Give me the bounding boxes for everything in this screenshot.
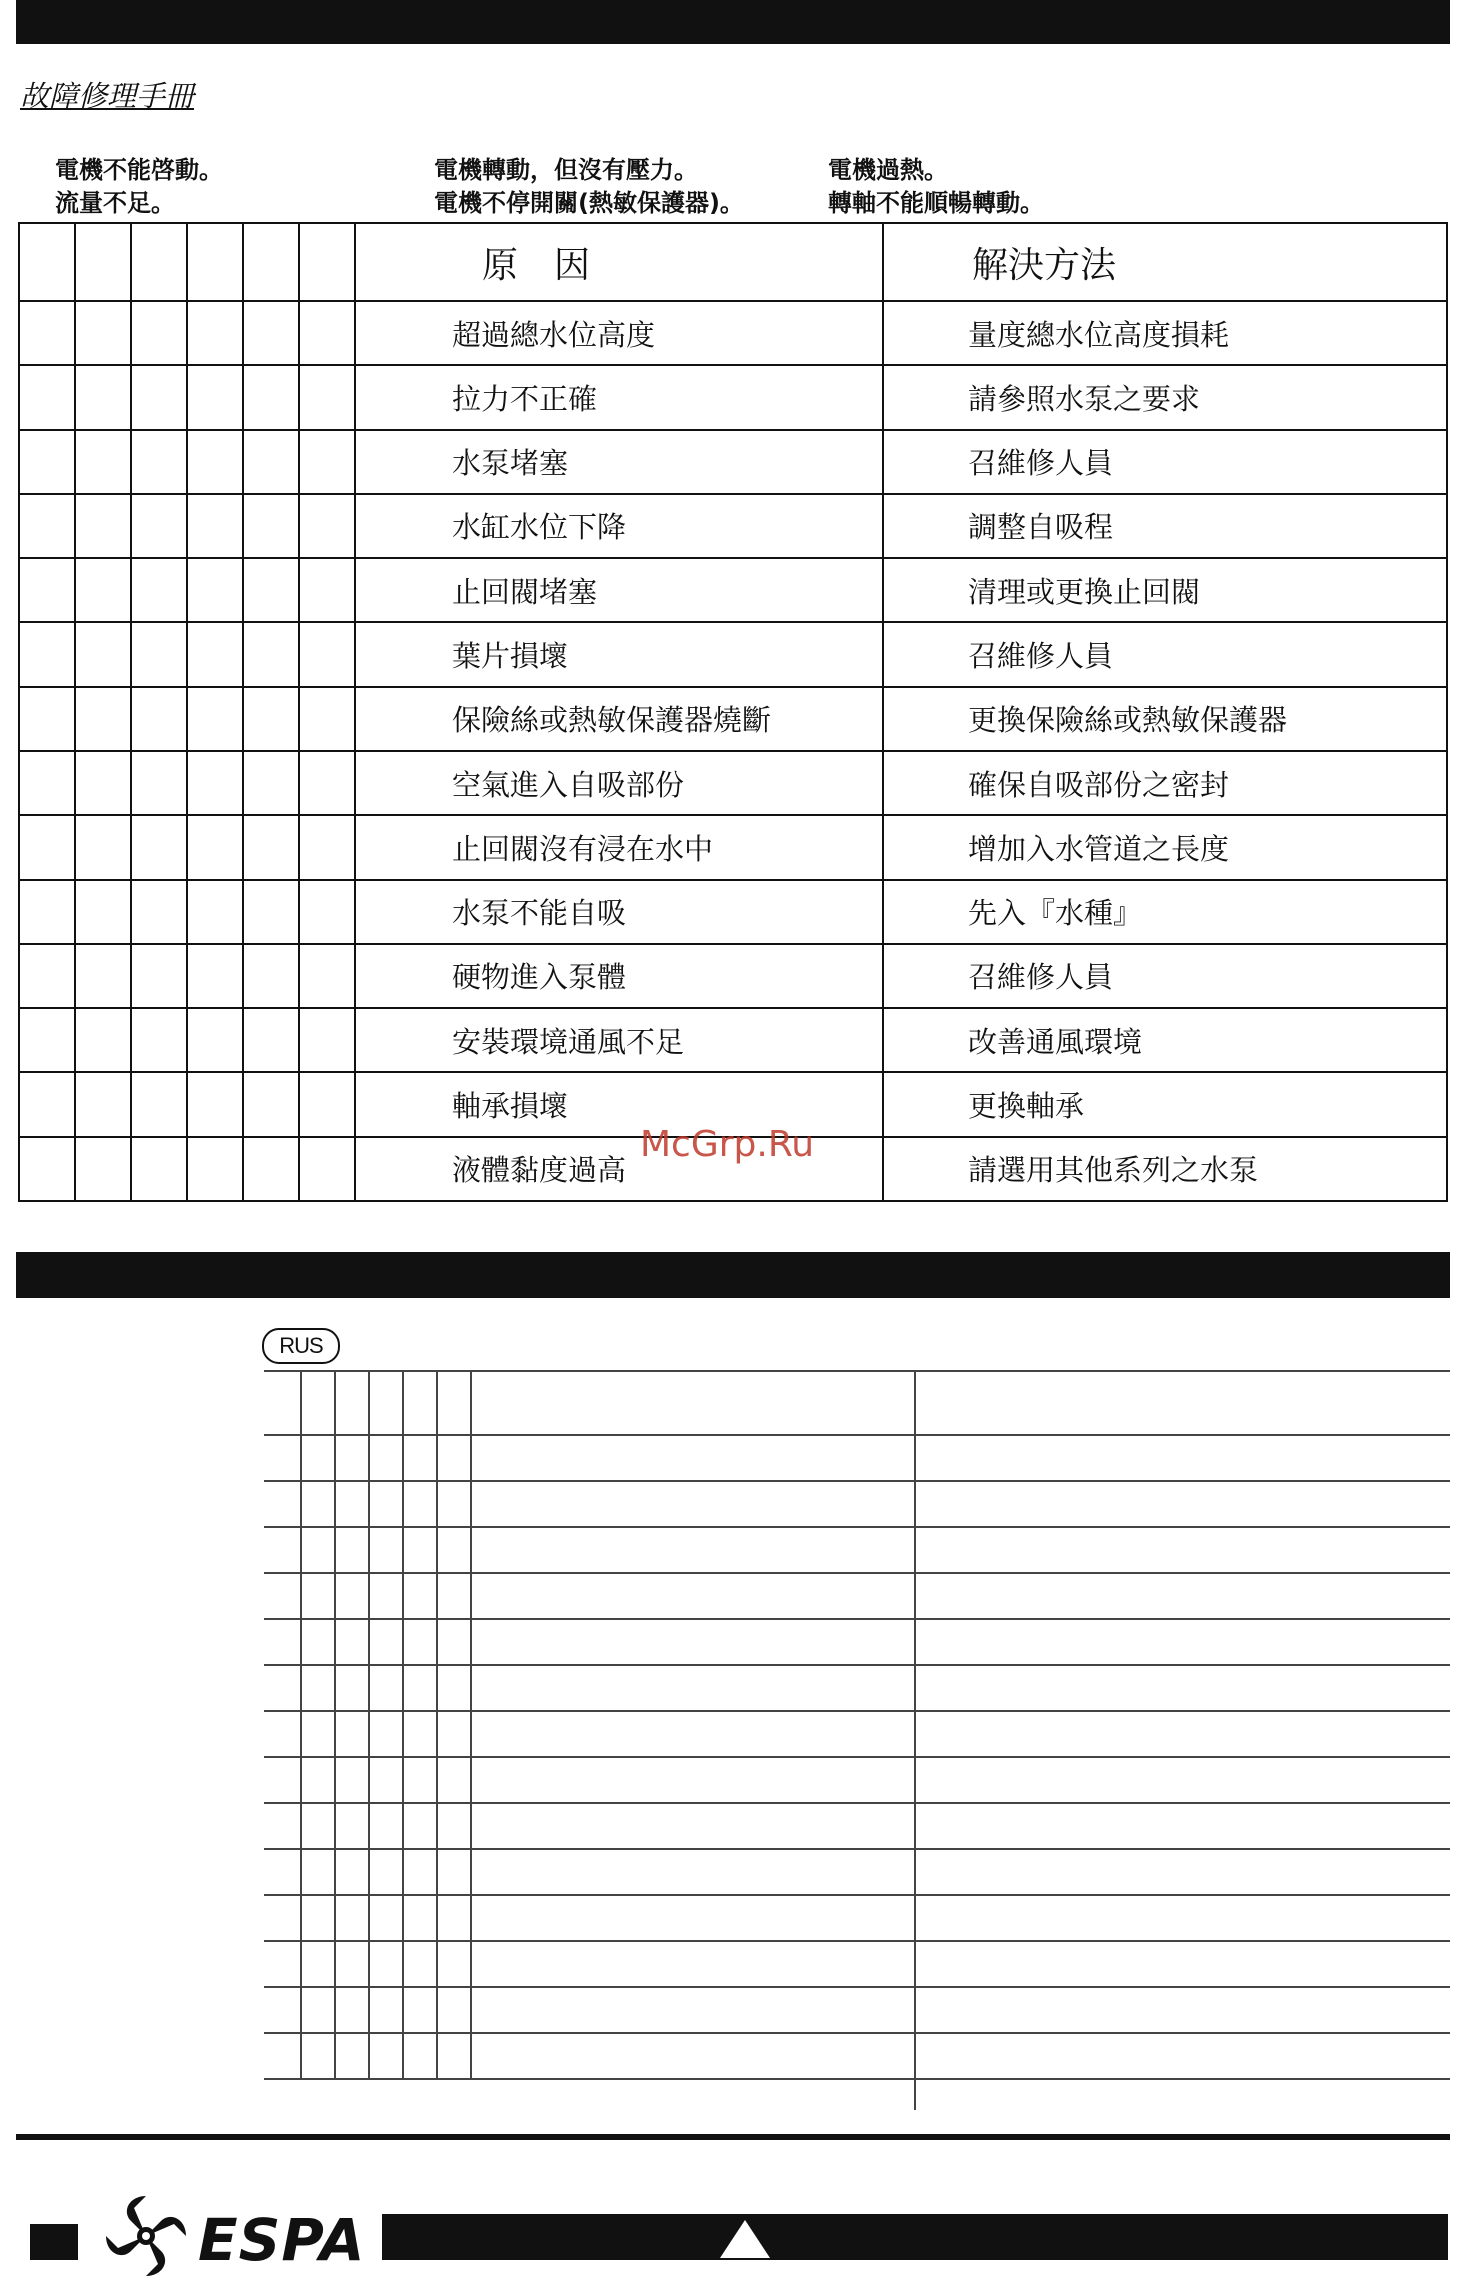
mark-cell [243,944,299,1008]
rus-table-col-line [334,1370,336,2078]
table-row [19,558,1447,622]
mark-cell [243,622,299,686]
mark-cell [299,365,355,429]
rus-table-row-line [264,1480,1450,1482]
footer-left-block [30,2224,78,2260]
triangle-icon [718,2218,772,2260]
solution-cell: 更換軸承 [883,1072,1447,1136]
mark-cell [299,1072,355,1136]
mark-cell [299,1137,355,1201]
cause-cell: 水泵堵塞 [355,430,883,494]
cause-cell: 止回閥沒有浸在水中 [355,815,883,879]
mark-cell [75,880,131,944]
mark-cell [75,751,131,815]
mark-cell [187,815,243,879]
solution-cell: 增加入水管道之長度 [883,815,1447,879]
mark-cell [75,430,131,494]
cause-cell: 安裝環境通風不足 [355,1008,883,1072]
solution-cell: 確保自吸部份之密封 [883,751,1447,815]
symptom-3: 電機轉動，但沒有壓力。 [434,156,698,184]
table-row [19,880,1447,944]
mark-cell [131,1072,187,1136]
espa-logo-icon [100,2190,192,2282]
mark-cell [131,687,187,751]
rus-table-col-line [402,1370,404,2078]
rus-table-row-line [264,1756,1450,1758]
rus-table-row-line [264,2078,1450,2080]
mark-cell [75,558,131,622]
solution-cell: 召維修人員 [883,430,1447,494]
troubleshooting-table [18,222,1448,1202]
mark-cell [75,687,131,751]
mark-cell [19,558,75,622]
mark-cell [243,494,299,558]
mark-cell [299,751,355,815]
mark-cell [131,880,187,944]
cause-cell: 水泵不能自吸 [355,880,883,944]
cause-cell: 液體黏度過高 [355,1137,883,1201]
mark-cell [243,558,299,622]
table-row [19,687,1447,751]
mark-cell [187,687,243,751]
section-title: 故障修理手冊 [20,79,195,113]
mark-cell [243,880,299,944]
mark-cell [75,223,131,301]
mark-cell [187,751,243,815]
rus-table-col-line [436,1370,438,2078]
mark-cell [187,1008,243,1072]
solution-cell: 調整自吸程 [883,494,1447,558]
mark-cell [131,558,187,622]
mark-cell [243,1008,299,1072]
rus-table-row-line [264,1848,1450,1850]
symptom-4: 電機不停開關(熱敏保護器)。 [434,189,744,217]
mark-cell [19,365,75,429]
mark-cell [19,1008,75,1072]
mark-cell [131,622,187,686]
mark-cell [131,301,187,365]
rus-table-col-line [300,1370,302,2078]
mark-cell [75,365,131,429]
mark-cell [131,430,187,494]
mark-cell [131,751,187,815]
table-row [19,430,1447,494]
cause-cell: 拉力不正確 [355,365,883,429]
mark-cell [19,1072,75,1136]
mark-cell [299,687,355,751]
table-row [19,944,1447,1008]
mark-cell [299,223,355,301]
rus-table-row-line [264,1526,1450,1528]
mark-cell [19,494,75,558]
cause-cell: 葉片損壞 [355,622,883,686]
mark-cell [243,365,299,429]
mark-cell [299,944,355,1008]
solution-cell: 更換保險絲或熱敏保護器 [883,687,1447,751]
mark-cell [75,494,131,558]
mark-cell [187,944,243,1008]
mark-cell [299,494,355,558]
symptom-6: 轉軸不能順暢轉動。 [828,189,1044,217]
solution-cell: 召維修人員 [883,944,1447,1008]
mark-cell [19,622,75,686]
mark-cell [243,687,299,751]
mark-cell [299,301,355,365]
mark-cell [131,494,187,558]
cause-cell: 硬物進入泵體 [355,944,883,1008]
cause-cell: 超過總水位高度 [355,301,883,365]
mark-cell [243,301,299,365]
top-bar [16,0,1450,44]
table-row [19,1008,1447,1072]
bottom-rule [16,2134,1450,2140]
rus-table-row-line [264,1664,1450,1666]
symptom-2: 流量不足。 [55,189,175,217]
solution-cell: 請參照水泵之要求 [883,365,1447,429]
cause-cell: 止回閥堵塞 [355,558,883,622]
brand-logo-text: ESPA [198,2206,366,2274]
mark-cell [243,751,299,815]
mark-cell [243,1137,299,1201]
mark-cell [299,430,355,494]
watermark: McGrp.Ru [640,1124,815,1165]
mark-cell [75,622,131,686]
mark-cell [187,622,243,686]
mark-cell [19,751,75,815]
solution-cell: 先入『水種』 [883,880,1447,944]
mark-cell [187,558,243,622]
rus-table-row-line [264,1940,1450,1942]
cause-cell: 軸承損壞 [355,1072,883,1136]
table-row [19,365,1447,429]
rus-table-col-line [368,1370,370,2078]
mark-cell [243,1072,299,1136]
solution-cell: 改善通風環境 [883,1008,1447,1072]
mark-cell [299,1008,355,1072]
footer-right-bar [382,2214,1448,2260]
mark-cell [131,1137,187,1201]
mark-cell [75,815,131,879]
mark-cell [187,880,243,944]
mark-cell [299,880,355,944]
mark-cell [19,1137,75,1201]
mark-cell [19,687,75,751]
mark-cell [131,944,187,1008]
rus-table-row-line [264,1572,1450,1574]
mark-cell [187,365,243,429]
mark-cell [19,944,75,1008]
cause-cell: 空氣進入自吸部份 [355,751,883,815]
mark-cell [75,944,131,1008]
table-row [19,301,1447,365]
rus-table-row-line [264,1710,1450,1712]
rus-table-divider [914,1370,916,2110]
mark-cell [243,430,299,494]
mark-cell [75,301,131,365]
rus-table-top-line [264,1370,1450,1372]
mark-cell [299,815,355,879]
header-cause: 原 因 [355,223,883,301]
rus-table-row-line [264,1986,1450,1988]
table-row [19,815,1447,879]
solution-cell: 召維修人員 [883,622,1447,686]
mark-cell [19,223,75,301]
mark-cell [75,1008,131,1072]
middle-bar [16,1252,1450,1298]
table-row [19,622,1447,686]
symptom-5: 電機過熱。 [828,156,948,184]
rus-table-row-line [264,1802,1450,1804]
mark-cell [187,1072,243,1136]
cause-cell: 保險絲或熱敏保護器燒斷 [355,687,883,751]
rus-language-badge: RUS [262,1328,340,1364]
mark-cell [187,1137,243,1201]
solution-cell: 清理或更換止回閥 [883,558,1447,622]
table-row [19,494,1447,558]
mark-cell [19,430,75,494]
solution-cell: 量度總水位高度損耗 [883,301,1447,365]
mark-cell [187,430,243,494]
rus-table-row-line [264,1894,1450,1896]
mark-cell [187,494,243,558]
mark-cell [19,880,75,944]
rus-table-row-line [264,1618,1450,1620]
mark-cell [131,223,187,301]
table-header-row [19,223,1447,301]
mark-cell [187,301,243,365]
mark-cell [187,223,243,301]
mark-cell [19,301,75,365]
rus-table-row-line [264,1434,1450,1436]
mark-cell [75,1072,131,1136]
mark-cell [131,365,187,429]
mark-cell [75,1137,131,1201]
solution-cell: 請選用其他系列之水泵 [883,1137,1447,1201]
mark-cell [19,815,75,879]
mark-cell [243,223,299,301]
mark-cell [299,558,355,622]
mark-cell [131,1008,187,1072]
header-solution: 解決方法 [883,223,1447,301]
symptom-1: 電機不能啓動。 [55,156,223,184]
mark-cell [243,815,299,879]
table-row [19,751,1447,815]
mark-cell [131,815,187,879]
cause-cell: 水缸水位下降 [355,494,883,558]
mark-cell [299,622,355,686]
rus-table-col-line [470,1370,472,2078]
rus-table-row-line [264,2032,1450,2034]
